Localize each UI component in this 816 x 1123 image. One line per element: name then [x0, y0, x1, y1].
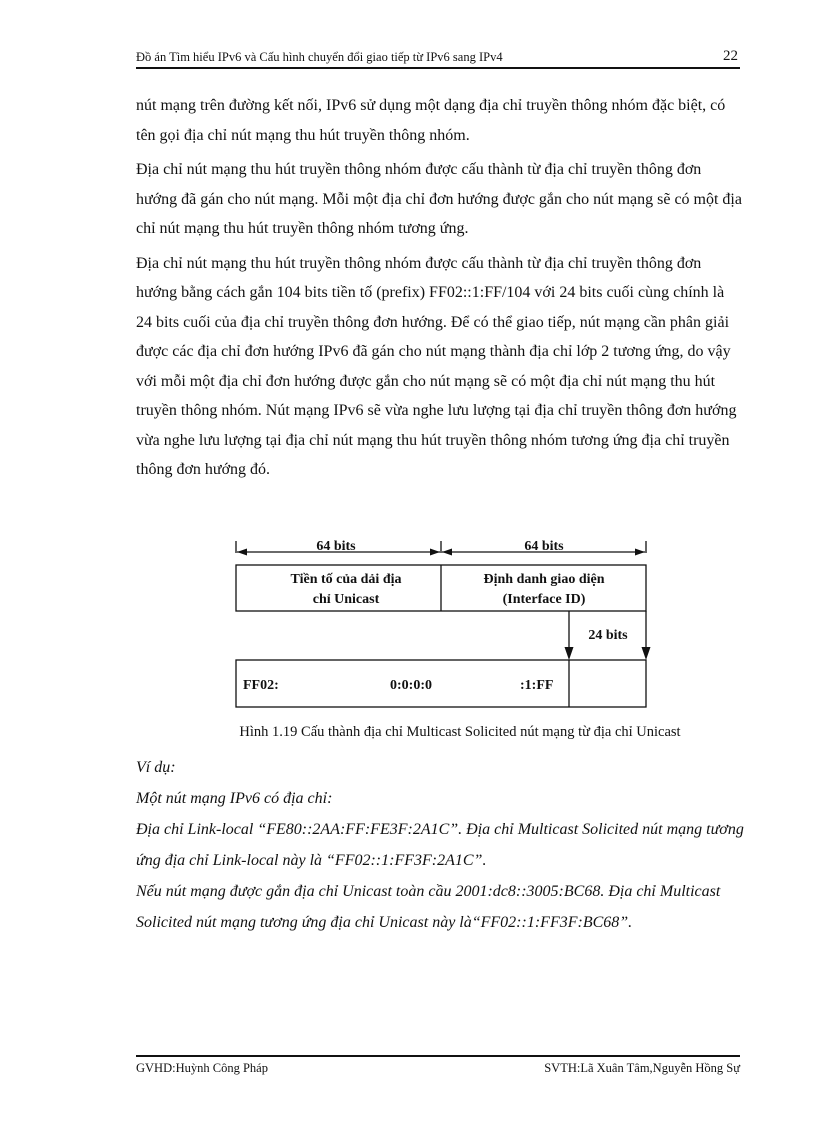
right-bits-label: 64 bits [524, 539, 564, 554]
example-section [136, 752, 746, 938]
paragraph: Địa chỉ nút mạng thu hút truyền thông nhóm được cấu thành từ địa chỉ truyền thông đơn hướng đã gán cho nút mạng. Mỗi một địa chỉ đơn hướng được gắn cho nút mạng sẽ có một địa chỉ nút mạng thu hút truyền thông nhóm tương ứng. [136, 161, 742, 237]
iid-label-line1: Định danh giao diện [483, 572, 605, 587]
prefix-label-line2: chỉ Unicast [312, 592, 380, 607]
footer-students: SVTH:Lã Xuân Tâm,Nguyễn Hồng Sự [544, 1061, 740, 1075]
address-structure-diagram [228, 533, 658, 713]
body-text [136, 91, 742, 490]
footer-divider [136, 1055, 740, 1057]
left-bits-label: 64 bits [316, 539, 356, 554]
prefix-label-line1: Tiền tố của dải địa [290, 572, 402, 587]
figure-caption: Hình 1.19 Cấu thành địa chỉ Multicast Solicited nút mạng từ địa chỉ Unicast [239, 724, 681, 740]
paragraph: nút mạng trên đường kết nối, IPv6 sử dụng một dạng địa chỉ truyền thông nhóm đặc biệt, có tên gọi địa chỉ nút mạng thu hút truyền thông nhóm. [136, 97, 726, 144]
header-title: Đồ án Tìm hiểu IPv6 và Cấu hình chuyển đổi giao tiếp từ IPv6 sang IPv4 [136, 50, 503, 64]
page-number: 22 [723, 48, 738, 64]
example-line: Địa chỉ Link-local “FE80::2AA:FF:FE3F:2A1C”. Địa chỉ Multicast Solicited nút mạng tương ứng địa chỉ Link-local này là “FF02::1:FF3F:2A1C”. [136, 821, 744, 869]
iid-label-line2: (Interface ID) [502, 592, 586, 607]
example-line: Nếu nút mạng được gắn địa chỉ Unicast toàn cầu 2001:dc8::3005:BC68. Địa chỉ Multicast Solicited nút mạng tương ứng địa chỉ Unicast này là“FF02::1:FF3F:BC68”. [136, 883, 721, 931]
address-ff02: FF02: [243, 678, 279, 693]
header-divider [136, 67, 740, 69]
page-header [136, 48, 740, 68]
address-ff: :1:FF [520, 678, 554, 693]
footer-advisor: GVHD:Huỳnh Công Pháp [136, 1061, 268, 1075]
address-zeros: 0:0:0:0 [390, 678, 432, 693]
example-heading: Ví dụ: [136, 759, 176, 776]
example-line: Một nút mạng IPv6 có địa chỉ: [136, 790, 333, 807]
last-bits-label: 24 bits [588, 628, 628, 643]
paragraph: Địa chỉ nút mạng thu hút truyền thông nhóm được cấu thành từ địa chỉ truyền thông đơn hướng bằng cách gắn 104 bits tiền tố (prefix) FF02::1:FF/104 với 24 bits cuối cùng chính là 24 bits cuối của địa chỉ truyền thông đơn hướng. Để có thể giao tiếp, nút mạng cần phân giải được các địa chỉ đơn hướng IPv6 đã gán cho nút mạng thành địa chỉ lớp 2 tương ứng, do vậy với mỗi một địa chỉ đơn hướng được gắn cho nút mạng sẽ có một địa chỉ nút mạng thu hút truyền thông nhóm. Nút mạng IPv6 sẽ vừa nghe lưu lượng tại địa chỉ truyền thông đơn hướng vừa nghe lưu lượng tại địa chỉ nút mạng thu hút truyền thông nhóm tương ứng địa chỉ truyền thông đơn hướng đó. [136, 254, 737, 478]
